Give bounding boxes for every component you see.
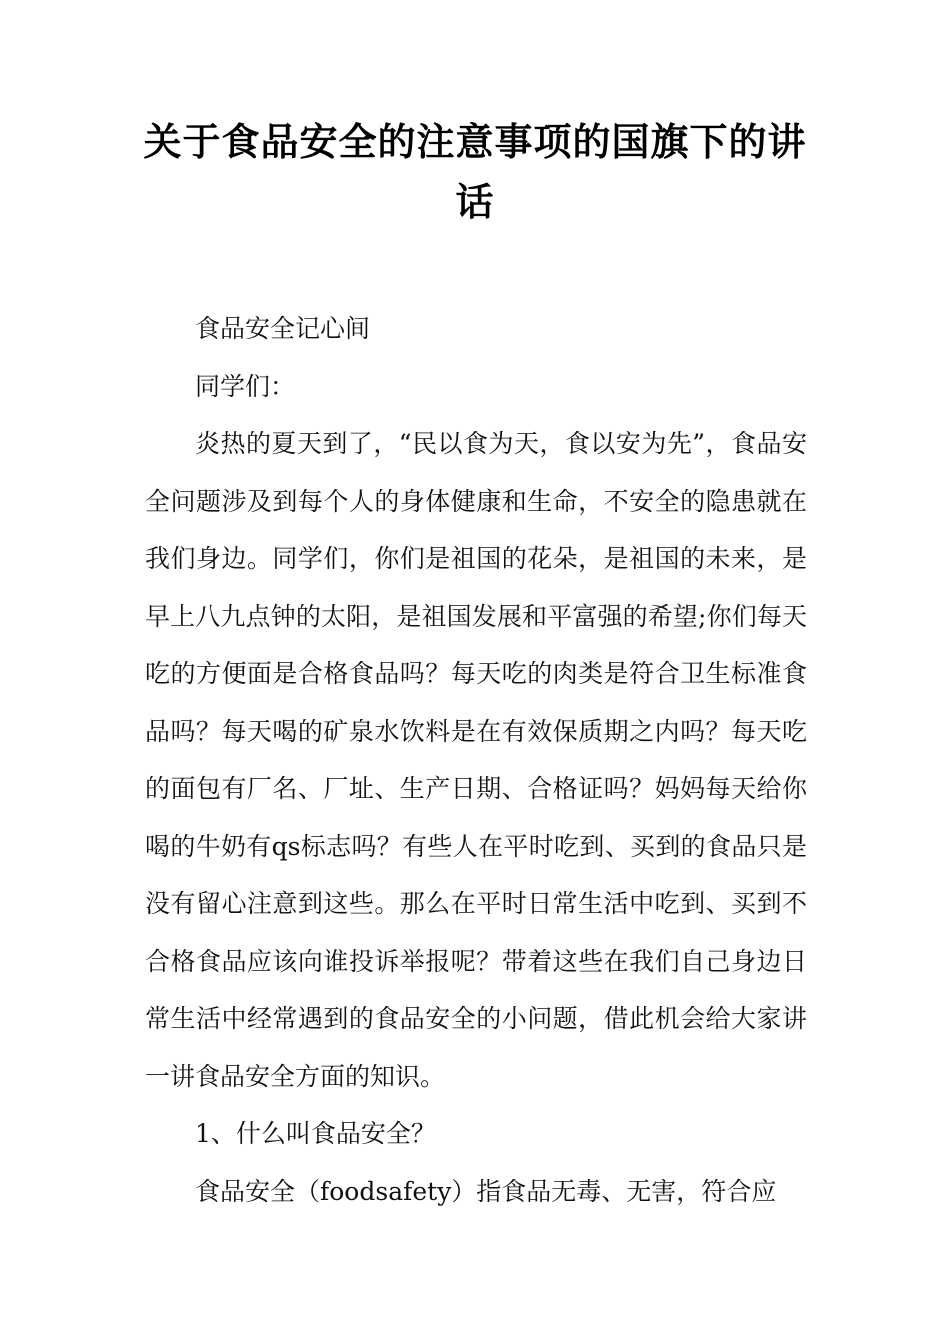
paragraph-definition: 食品安全（foodsafety）指食品无毒、无害，符合应 — [195, 1176, 777, 1206]
paragraph-intro: 炎热的夏天到了，“民以食为天，食以安为先”，食品安全问题涉及到每个人的身体健康和生命，不安全的隐患就在我们身边。同学们，你们是祖国的花朵，是祖国的未来，是早上八九点钟的太阳，是祖国发展和平富强的希望;你们每天吃的方便面是合格食品吗？每天吃的肉类是符合卫生标准食品吗？每天喝的矿泉水饮料是在有效保质期之内吗？每天吃的面包有厂名、厂址、生产日期、合格证吗？妈妈每天给你喝的牛奶有qs标志吗？有些人在平时吃到、买到的食品只是没有留心注意到这些。那么在平时日常生活中吃到、买到不合格食品应该向谁投诉举报呢？带着这些在我们自己身边日常生活中经常遇到的食品安全的小问题，借此机会给大家讲一讲食品安全方面的知识。 — [145, 429, 807, 1091]
paragraph-section-heading: 1、什么叫食品安全？ — [195, 1119, 436, 1148]
document-title: 关于食品安全的注意事项的国旗下的讲话 — [143, 119, 807, 224]
paragraph-greeting: 同学们： — [195, 371, 296, 401]
document-body — [145, 300, 807, 1220]
paragraph-subtitle: 食品安全记心间 — [195, 314, 371, 343]
